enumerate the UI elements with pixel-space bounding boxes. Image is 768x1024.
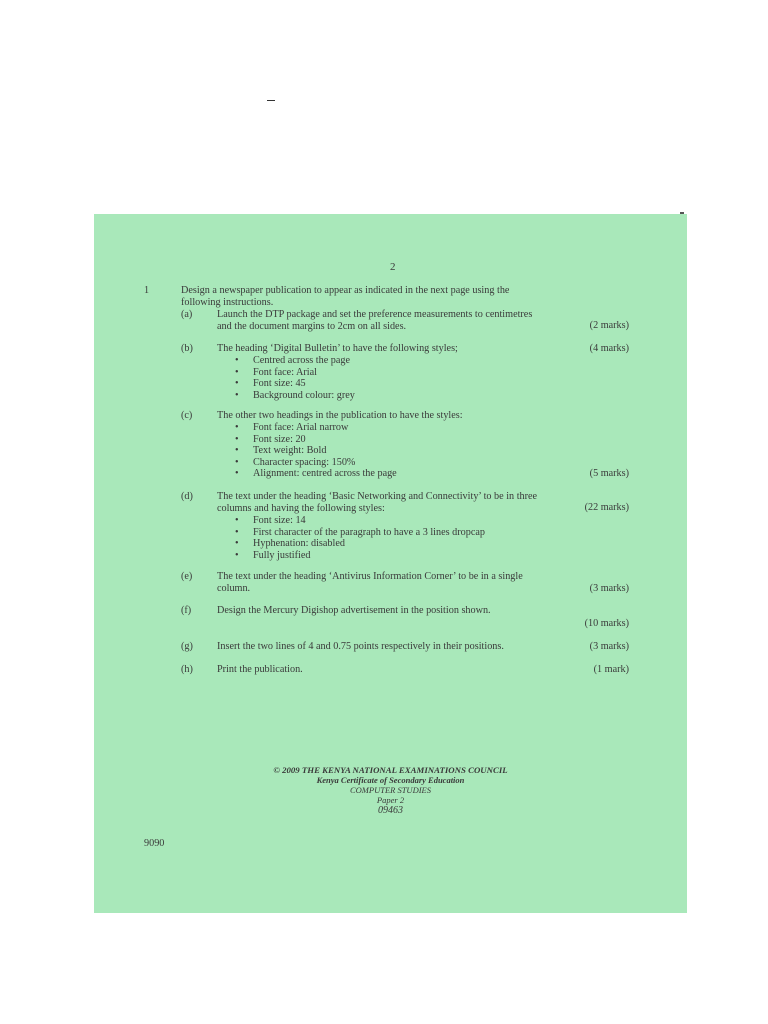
item-c-label: (c) <box>181 410 193 421</box>
item-f-label: (f) <box>181 605 192 616</box>
bullet-item: • Alignment: centred across the page <box>217 468 463 480</box>
item-d-line: columns and having the following styles: <box>217 503 385 514</box>
item-a-text <box>217 309 532 333</box>
bullet-item: • Background colour: grey <box>217 390 458 402</box>
item-c-marks: (5 marks) <box>589 468 629 479</box>
item-d-text <box>217 491 537 561</box>
item-b-label: (b) <box>181 343 193 354</box>
item-f-line: Design the Mercury Digishop advertisement in the position shown. <box>217 605 491 616</box>
exam-sheet <box>94 214 687 913</box>
item-a-line: Launch the DTP package and set the preference measurements to centimetres <box>217 309 533 320</box>
item-f-text <box>217 605 491 617</box>
item-c-bullets <box>217 422 463 480</box>
item-h-marks: (1 mark) <box>593 664 629 675</box>
item-g-line: Insert the two lines of 4 and 0.75 points respectively in their positions. <box>217 641 504 652</box>
item-g-text <box>217 641 504 653</box>
bullet-item: • Hyphenation: disabled <box>217 538 537 550</box>
bullet-item: • Font size: 20 <box>217 434 463 446</box>
bullet-item: • Font face: Arial narrow <box>217 422 463 434</box>
paper-code: 09463 <box>378 805 403 816</box>
item-e-line: column. <box>217 583 251 594</box>
page-code: 9090 <box>144 838 165 849</box>
item-d-line: The text under the heading ‘Basic Networking and Connectivity’ to be in three <box>217 491 538 502</box>
item-d-label: (d) <box>181 491 193 502</box>
item-b-line: The heading ‘Digital Bulletin’ to have the following styles; <box>217 343 458 354</box>
bullet-item: • Fully justified <box>217 550 537 562</box>
item-e-label: (e) <box>181 571 193 582</box>
bullet-item: • Font face: Arial <box>217 367 458 379</box>
exam-footer <box>94 765 687 816</box>
item-g-label: (g) <box>181 641 193 652</box>
bullet-item: • First character of the paragraph to have a 3 lines dropcap <box>217 527 537 539</box>
item-c-text <box>217 410 463 480</box>
page-number: 2 <box>390 261 396 273</box>
item-h-label: (h) <box>181 664 193 675</box>
question-number: 1 <box>144 285 150 296</box>
bullet-item: • Font size: 45 <box>217 378 458 390</box>
item-h-text <box>217 664 303 676</box>
stray-dash-mark <box>267 100 275 101</box>
item-b-bullets <box>217 355 458 401</box>
question-intro-line: Design a newspaper publication to appear as indicated in the next page using the <box>181 285 510 296</box>
item-d-bullets <box>217 515 537 561</box>
item-a-line: and the document margins to 2cm on all sides. <box>217 321 407 332</box>
item-d-marks: (22 marks) <box>584 502 629 513</box>
question-intro-line: following instructions. <box>181 297 274 308</box>
item-g-marks: (3 marks) <box>589 641 629 652</box>
bullet-item: • Text weight: Bold <box>217 445 463 457</box>
item-e-marks: (3 marks) <box>589 583 629 594</box>
paper-line: Paper 2 <box>376 795 405 805</box>
item-a-marks: (2 marks) <box>589 320 629 331</box>
item-h-line: Print the publication. <box>217 664 303 675</box>
item-b-text <box>217 343 458 401</box>
item-a-label: (a) <box>181 309 193 320</box>
item-e-line: The text under the heading ‘Antivirus Information Corner’ to be in a single <box>217 571 523 582</box>
certificate-line: Kenya Certificate of Secondary Education <box>316 775 465 785</box>
question-intro <box>181 285 509 309</box>
item-c-line: The other two headings in the publication to have the styles: <box>217 410 463 421</box>
bullet-item: • Font size: 14 <box>217 515 537 527</box>
item-e-text <box>217 571 523 595</box>
item-b-marks: (4 marks) <box>589 343 629 354</box>
copyright-line: © 2009 THE KENYA NATIONAL EXAMINATIONS COUNCIL <box>273 765 508 775</box>
bullet-item: • Character spacing: 150% <box>217 457 463 469</box>
item-f-marks: (10 marks) <box>584 618 629 629</box>
bullet-item: • Centred across the page <box>217 355 458 367</box>
subject-line: COMPUTER STUDIES <box>350 785 431 795</box>
